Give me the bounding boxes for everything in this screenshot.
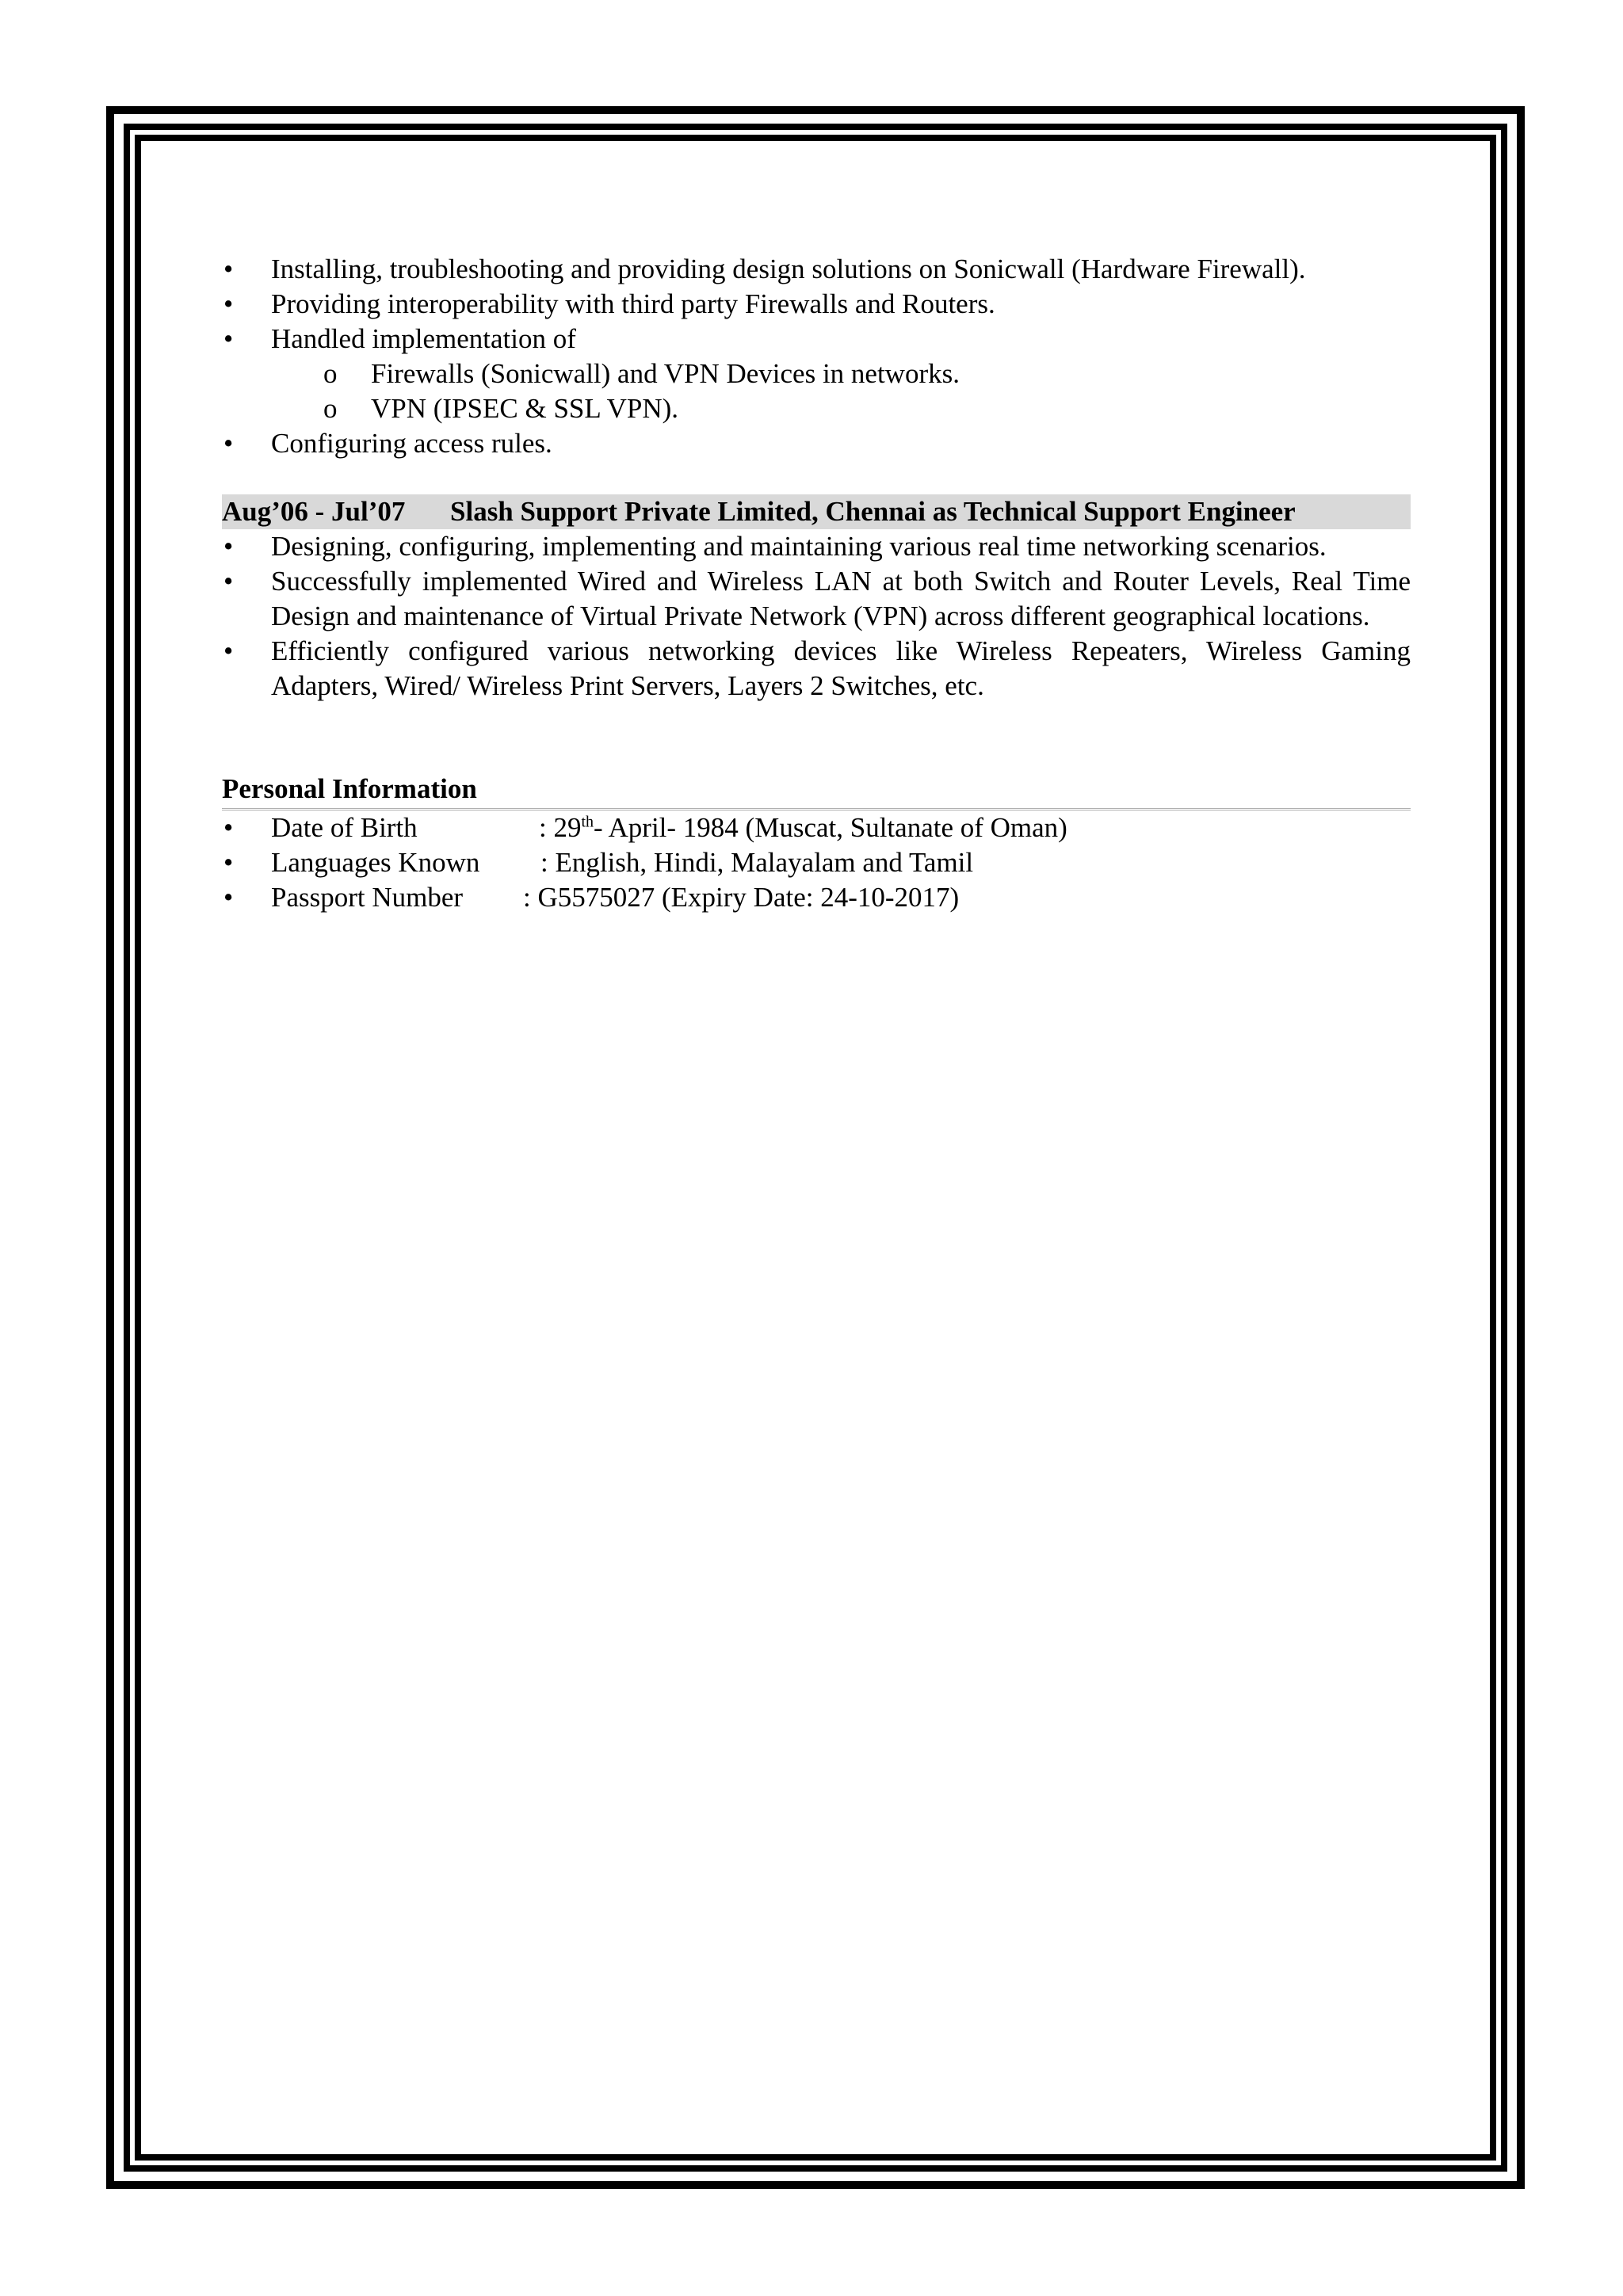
bullet-icon: • bbox=[223, 882, 234, 913]
job-header bbox=[222, 494, 1411, 529]
implementation-sublist bbox=[222, 357, 1411, 426]
responsibilities-list-continued bbox=[222, 426, 1411, 461]
responsibilities-list bbox=[222, 252, 1411, 357]
list-item: • Providing interoperability with third party Firewalls and Routers. bbox=[222, 287, 1411, 322]
passport-label: Passport Number bbox=[271, 882, 464, 913]
personal-information-list bbox=[222, 810, 1411, 915]
personal-information-heading: Personal Information bbox=[222, 772, 1411, 810]
list-item bbox=[222, 810, 1411, 845]
bullet-icon: • bbox=[223, 254, 234, 284]
sub-list-item: o VPN (IPSEC & SSL VPN). bbox=[222, 391, 1411, 426]
list-item: • Handled implementation of bbox=[222, 322, 1411, 357]
job-title: Slash Support Private Limited, Chennai as Technical Support Engineer bbox=[450, 496, 1296, 527]
list-item bbox=[222, 880, 1411, 915]
list-item: • Designing, configuring, implementing and maintaining various real time networking scenarios. bbox=[222, 529, 1411, 564]
bullet-icon: • bbox=[223, 428, 234, 459]
bullet-icon: • bbox=[223, 847, 234, 878]
sub-list-item: o Firewalls (Sonicwall) and VPN Devices in networks. bbox=[222, 357, 1411, 391]
dob-value: : 29th- April- 1984 (Muscat, Sultanate of Oman) bbox=[539, 812, 1067, 843]
passport-value: : G5575027 (Expiry Date: 24-10-2017) bbox=[523, 882, 960, 913]
job-dates: Aug’06 - Jul’07 bbox=[222, 496, 406, 527]
job-responsibilities-list bbox=[222, 529, 1411, 704]
bullet-icon: • bbox=[223, 323, 234, 354]
list-item: • Installing, troubleshooting and providing design solutions on Sonicwall (Hardware Firewall). bbox=[222, 252, 1411, 287]
list-item: • Configuring access rules. bbox=[222, 426, 1411, 461]
document-content bbox=[222, 252, 1411, 915]
languages-label: Languages Known bbox=[271, 847, 480, 878]
bullet-icon: • bbox=[223, 288, 234, 319]
bullet-icon: • bbox=[223, 812, 234, 843]
list-item: • Successfully implemented Wired and Wireless LAN at both Switch and Router Levels, Real Time Design and maintenance of Virtual Private Network (VPN) across different geographical locations. bbox=[223, 566, 1411, 631]
list-item: • Efficiently configured various networking devices like Wireless Repeaters, Wireless Gaming Adapters, Wired/ Wireless Print Servers, Layers 2 Switches, etc. bbox=[223, 635, 1411, 701]
circle-marker-icon: o bbox=[323, 393, 338, 424]
bullet-icon: • bbox=[223, 635, 234, 666]
bullet-icon: • bbox=[223, 531, 234, 562]
dob-label: Date of Birth bbox=[271, 812, 418, 843]
bullet-icon: • bbox=[223, 566, 234, 597]
list-item bbox=[222, 845, 1411, 880]
circle-marker-icon: o bbox=[323, 358, 338, 389]
languages-value: : English, Hindi, Malayalam and Tamil bbox=[540, 847, 974, 878]
